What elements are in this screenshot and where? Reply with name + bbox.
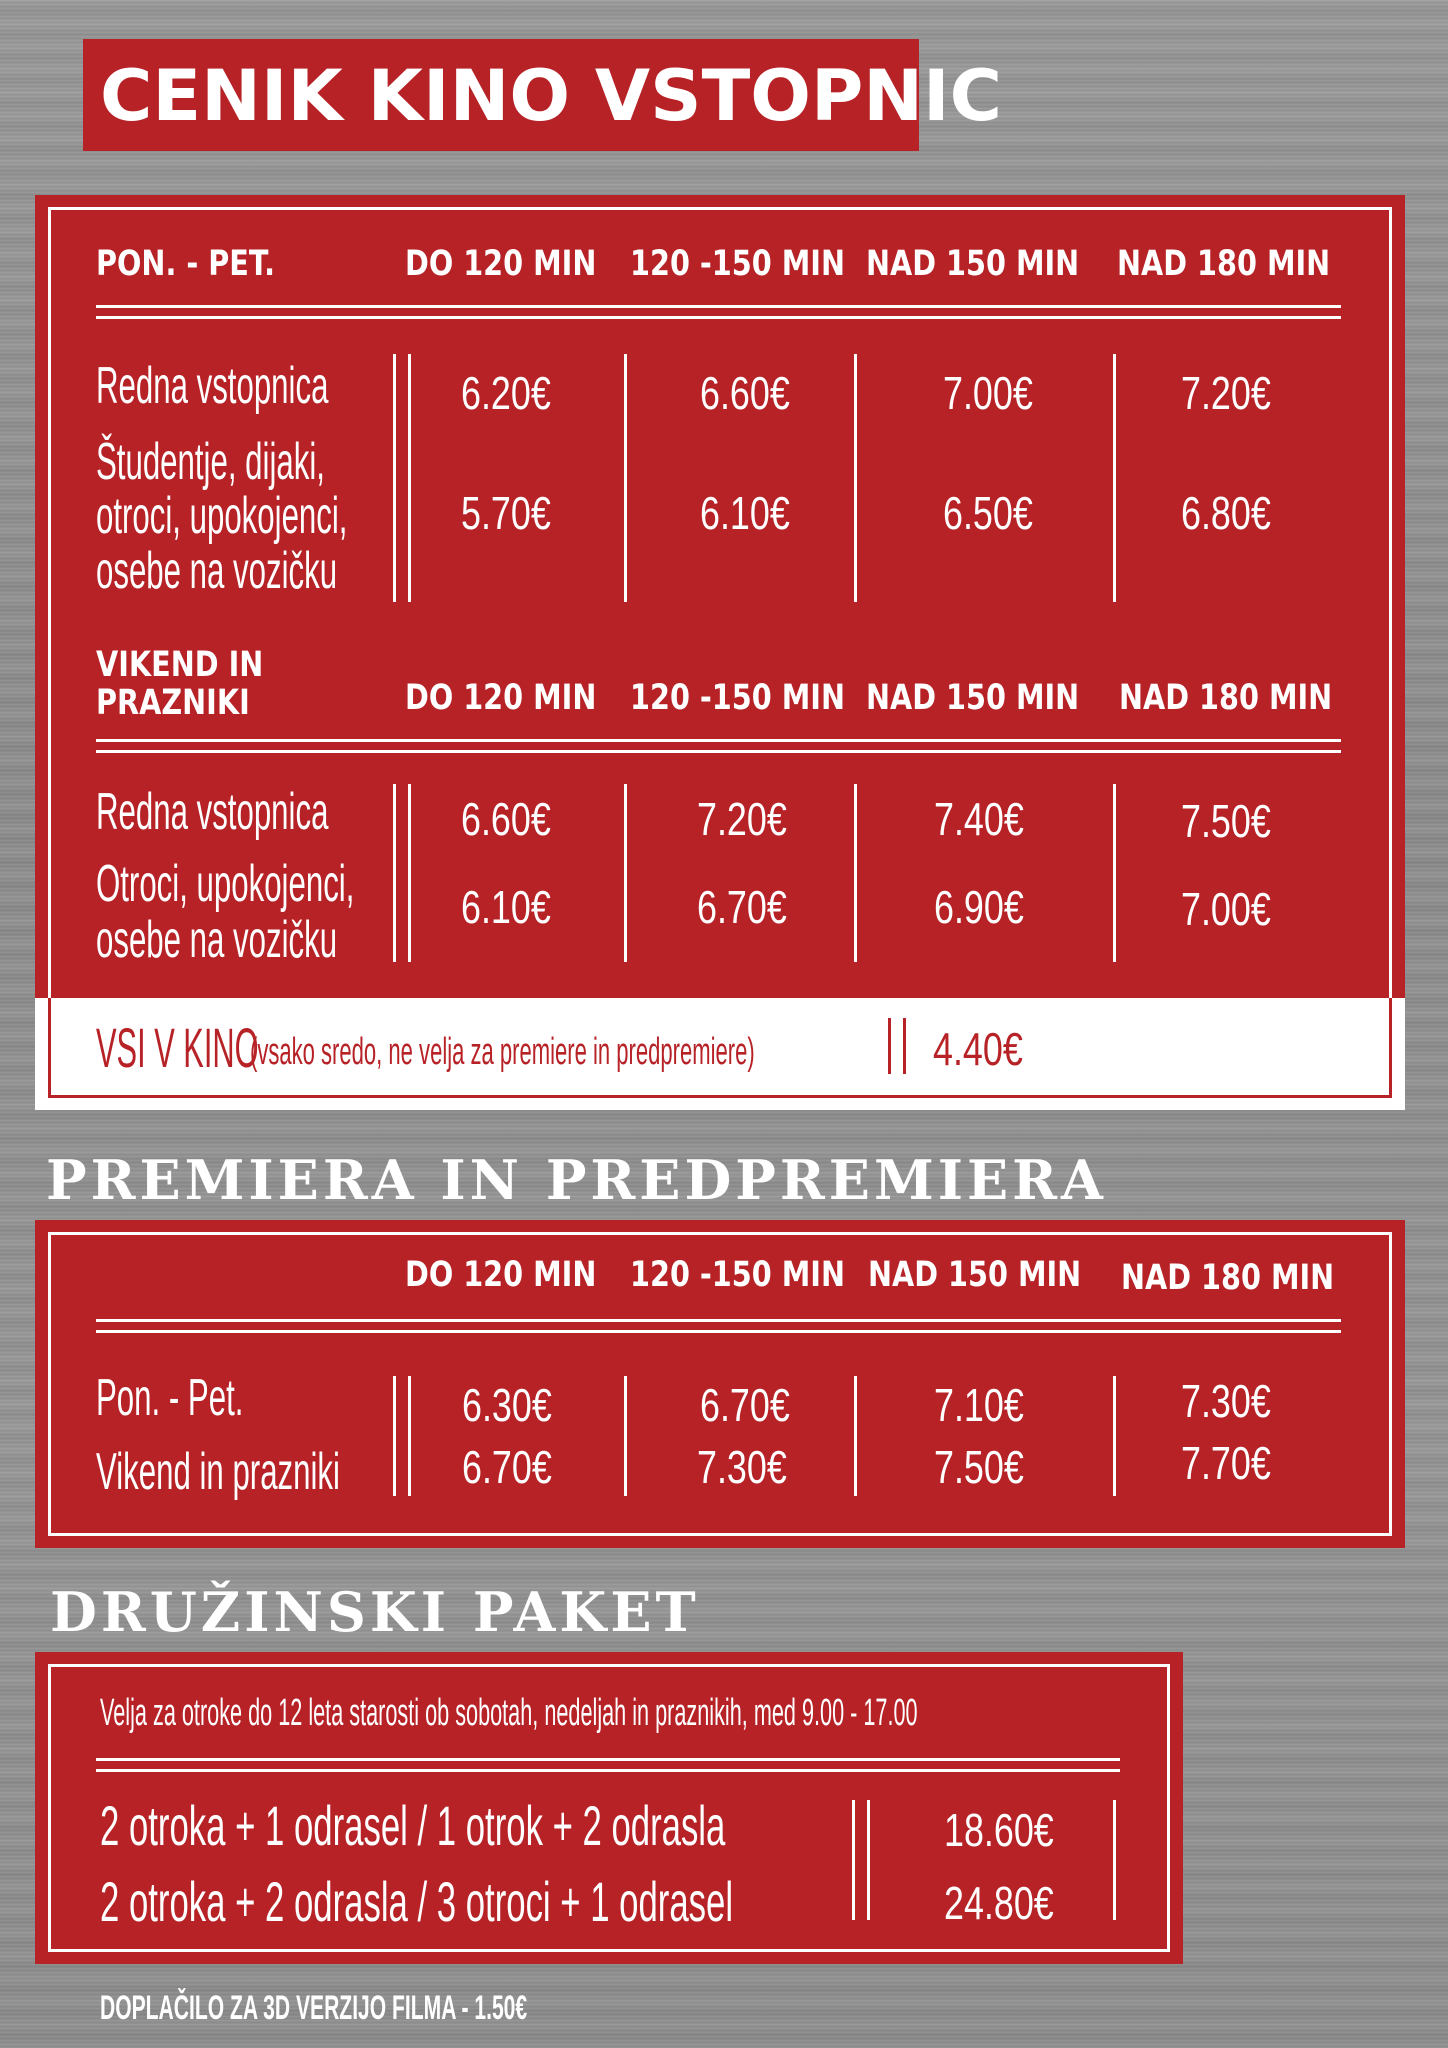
column-separator [867, 1800, 870, 1920]
weekday-row-1-label-line-1: otroci, upokojenci, [96, 487, 348, 545]
column-separator [624, 784, 627, 962]
weekday-col-3: NAD 180 MIN [1117, 244, 1331, 284]
column-separator [393, 1376, 396, 1496]
column-separator [1113, 784, 1116, 962]
weekday-col-1: 120 -150 MIN [630, 244, 845, 284]
column-separator [852, 1800, 855, 1920]
family-note: Velja za otroke do 12 leta starosti ob sobotah, nedeljah in praznikih, med 9.00 - 17.00 [100, 1692, 918, 1734]
column-separator [903, 1018, 906, 1074]
premiere-price: 7.30€ [697, 1441, 787, 1493]
weekend-price: 7.00€ [1181, 883, 1271, 935]
vsi-v-kino-label: VSI V KINO [96, 1016, 259, 1079]
divider [96, 750, 1341, 753]
premiere-price: 6.70€ [462, 1441, 552, 1493]
divider [96, 1769, 1120, 1772]
family-section-title: DRUŽINSKI PAKET [50, 1580, 700, 1644]
divider [96, 1758, 1120, 1761]
premiere-col-1: 120 -150 MIN [630, 1255, 845, 1295]
family-row-1-label: 2 otroka + 2 odrasla / 3 otroci + 1 odrasel [100, 1870, 734, 1933]
column-separator [854, 784, 857, 962]
weekend-price: 7.40€ [934, 793, 1024, 845]
weekday-price: 7.20€ [1181, 367, 1271, 419]
family-row-0-label: 2 otroka + 1 odrasel / 1 otrok + 2 odrasla [100, 1794, 726, 1857]
vsi-v-kino-note: (vsako sredo, ne velja za premiere in predpremiere) [250, 1031, 755, 1073]
weekend-col-1: 120 -150 MIN [630, 678, 845, 718]
weekend-col-0: DO 120 MIN [405, 678, 597, 718]
weekend-price: 7.50€ [1181, 795, 1271, 847]
page-title: CENIK KINO VSTOPNIC [100, 55, 1003, 137]
weekend-price: 7.20€ [697, 793, 787, 845]
weekend-row-1-label-line-1: osebe na vozičku [96, 911, 338, 969]
weekday-heading: PON. - PET. [96, 244, 276, 284]
premiere-col-3: NAD 180 MIN [1121, 1258, 1335, 1298]
family-row-0-price: 18.60€ [944, 1804, 1054, 1856]
weekday-row-1-label-line-0: Študentje, dijaki, [96, 433, 325, 491]
weekend-price: 6.70€ [697, 881, 787, 933]
weekend-heading-line-0: VIKEND IN [96, 645, 264, 685]
premiere-price: 7.30€ [1181, 1375, 1271, 1427]
column-separator [393, 784, 396, 962]
premiere-price: 7.10€ [934, 1379, 1024, 1431]
column-separator [393, 354, 396, 602]
divider [96, 316, 1341, 319]
family-row-1-price: 24.80€ [944, 1877, 1054, 1929]
weekday-price: 7.00€ [943, 367, 1033, 419]
column-separator [408, 354, 411, 602]
column-separator [408, 1376, 411, 1496]
weekday-row-1-label-line-2: osebe na vozičku [96, 542, 338, 600]
weekend-price: 6.10€ [461, 881, 551, 933]
column-separator [854, 1376, 857, 1496]
divider [96, 1330, 1341, 1333]
premiere-price: 7.70€ [1181, 1437, 1271, 1489]
weekend-col-2: NAD 150 MIN [866, 678, 1080, 718]
premiere-row-1-label: Vikend in prazniki [96, 1443, 340, 1501]
weekend-row-1-label-line-0: Otroci, upokojenci, [96, 855, 355, 913]
weekend-price: 6.90€ [934, 881, 1024, 933]
weekday-col-0: DO 120 MIN [405, 244, 597, 284]
weekend-row-0-label: Redna vstopnica [96, 783, 329, 841]
footer-3d-surcharge: DOPLAČILO ZA 3D VERZIJO FILMA - 1.50€ [100, 1989, 528, 2027]
column-separator [624, 354, 627, 602]
column-separator [1113, 1376, 1116, 1496]
column-separator [1113, 354, 1116, 602]
divider [96, 739, 1341, 742]
weekend-col-3: NAD 180 MIN [1119, 678, 1333, 718]
premiere-price: 6.70€ [700, 1379, 790, 1431]
premiere-section-title: PREMIERA IN PREDPREMIERA [46, 1148, 1107, 1212]
weekday-price: 6.20€ [461, 367, 551, 419]
column-separator [854, 354, 857, 602]
weekday-price: 6.50€ [943, 487, 1033, 539]
weekday-price: 5.70€ [461, 487, 551, 539]
weekday-price: 6.10€ [700, 487, 790, 539]
premiere-col-0: DO 120 MIN [405, 1255, 597, 1295]
column-separator [1113, 1800, 1116, 1920]
weekday-price: 6.60€ [700, 367, 790, 419]
premiere-row-0-label: Pon. - Pet. [96, 1369, 244, 1427]
premiere-price: 7.50€ [934, 1441, 1024, 1493]
weekday-row-0-label: Redna vstopnica [96, 357, 329, 415]
weekday-col-2: NAD 150 MIN [866, 244, 1080, 284]
weekend-price: 6.60€ [461, 793, 551, 845]
column-separator [888, 1018, 891, 1074]
premiere-col-2: NAD 150 MIN [868, 1255, 1082, 1295]
weekend-heading-line-1: PRAZNIKI [96, 683, 250, 723]
premiere-price: 6.30€ [462, 1379, 552, 1431]
divider [96, 305, 1341, 308]
vsi-v-kino-price: 4.40€ [933, 1023, 1023, 1075]
divider [96, 1319, 1341, 1322]
column-separator [624, 1376, 627, 1496]
column-separator [408, 784, 411, 962]
weekday-price: 6.80€ [1181, 487, 1271, 539]
